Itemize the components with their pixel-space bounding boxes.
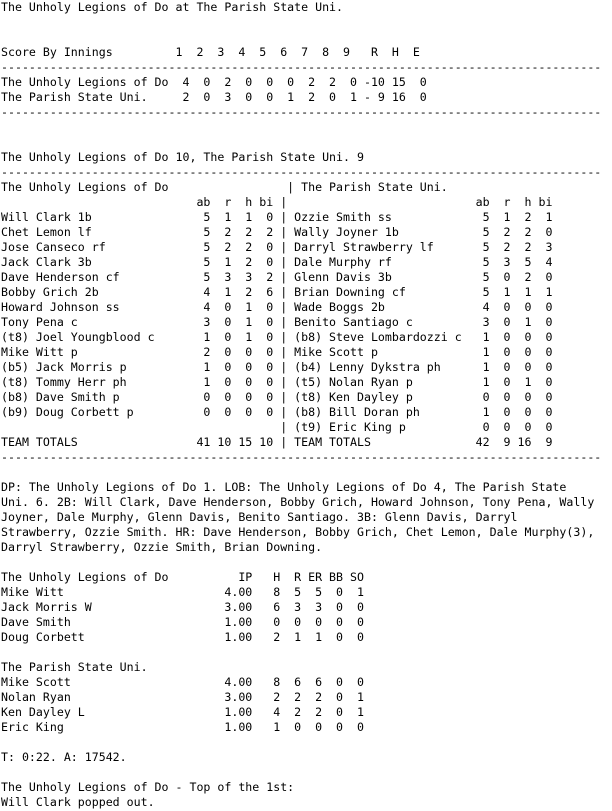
game-notes-line: Strawberry, Ozzie Smith. HR: Dave Henderson, Bobby Grich, Chet Lemon, Dale Murphy(3), [1, 525, 595, 539]
divider: -------------------------------------------------------------------------------------- [1, 450, 602, 464]
divider: -------------------------------------------------------------------------------------- [1, 105, 602, 119]
batting-row: Jack Clark 3b 5 1 2 0 | Dale Murphy rf 5 3 5 4 [1, 255, 553, 269]
batting-row: (b5) Jack Morris p 1 0 0 0 | (b4) Lenny Dykstra ph 1 0 0 0 [1, 360, 553, 374]
batting-row: Will Clark 1b 5 1 1 0 | Ozzie Smith ss 5 1 2 1 [1, 210, 553, 224]
batting-row: Bobby Grich 2b 4 1 2 6 | Brian Downing cf 5 1 1 1 [1, 285, 553, 299]
game-header: The Unholy Legions of Do at The Parish State Uni. [1, 0, 344, 14]
innings-row-home: The Parish State Uni. 2 0 3 0 0 1 2 0 1 - 9 16 0 [1, 90, 427, 104]
batting-row: (b9) Doug Corbett p 0 0 0 0 | (b8) Bill Doran ph 1 0 0 0 [1, 405, 553, 419]
pitching-row: Ken Dayley L 1.00 4 2 2 0 1 [1, 705, 364, 719]
divider: -------------------------------------------------------------------------------------- [1, 165, 602, 179]
pitching-row: Eric King 1.00 1 0 0 0 0 [1, 720, 364, 734]
batting-team-headers: The Unholy Legions of Do | The Parish State Uni. [1, 180, 448, 194]
pitching-row: Doug Corbett 1.00 2 1 1 0 0 [1, 630, 364, 644]
batting-row: Jose Canseco rf 5 2 2 0 | Darryl Strawberry lf 5 2 2 3 [1, 240, 553, 254]
innings-row-away: The Unholy Legions of Do 4 0 2 0 0 0 2 2 0 -10 15 0 [1, 75, 427, 89]
pitching-header-home: The Parish State Uni. [1, 660, 148, 674]
game-notes-line: Joyner, Dale Murphy, Glenn Davis, Benito Santiago. 3B: Glenn Davis, Darryl [1, 510, 518, 524]
batting-row: (t8) Tommy Herr ph 1 0 0 0 | (t5) Nolan Ryan p 1 0 1 0 [1, 375, 553, 389]
batting-row: (t8) Joel Youngblood c 1 0 1 0 | (b8) Steve Lombardozzi c 1 0 0 0 [1, 330, 553, 344]
batting-row: Tony Pena c 3 0 1 0 | Benito Santiago c 3 0 1 0 [1, 315, 553, 329]
team-totals-row: TEAM TOTALS 41 10 15 10 | TEAM TOTALS 42 9 16 9 [1, 435, 553, 449]
innings-header: Score By Innings 1 2 3 4 5 6 7 8 9 R H E [1, 45, 420, 59]
batting-row: Chet Lemon lf 5 2 2 2 | Wally Joyner 1b 5 2 2 0 [1, 225, 553, 239]
game-notes-line: Uni. 6. 2B: Will Clark, Dave Henderson, Bobby Grich, Howard Johnson, Tony Pena, Wally [1, 495, 595, 509]
divider: -------------------------------------------------------------------------------------- [1, 60, 602, 74]
batting-row: Dave Henderson cf 5 3 3 2 | Glenn Davis 3b 5 0 2 0 [1, 270, 553, 284]
pitching-header-away: The Unholy Legions of Do IP H R ER BB SO [1, 570, 364, 584]
batting-row: Howard Johnson ss 4 0 1 0 | Wade Boggs 2b 4 0 0 0 [1, 300, 553, 314]
batting-row: (b8) Dave Smith p 0 0 0 0 | (t8) Ken Dayley p 0 0 0 0 [1, 390, 553, 404]
game-notes-line: Darryl Strawberry, Ozzie Smith, Brian Downing. [1, 540, 323, 554]
batting-column-headers: ab r h bi | ab r h bi [1, 195, 553, 209]
pitching-row: Mike Witt 4.00 8 5 5 0 1 [1, 585, 364, 599]
pitching-row: Dave Smith 1.00 0 0 0 0 0 [1, 615, 364, 629]
batting-row: Mike Witt p 2 0 0 0 | Mike Scott p 1 0 0 0 [1, 345, 553, 359]
game-notes-line: DP: The Unholy Legions of Do 1. LOB: The Unholy Legions of Do 4, The Parish State [1, 480, 567, 494]
play-by-play-heading: The Unholy Legions of Do - Top of the 1st: [1, 780, 295, 794]
pitching-row: Jack Morris W 3.00 6 3 3 0 0 [1, 600, 364, 614]
play-by-play-line: Will Clark popped out. [1, 795, 155, 809]
batting-row: | (t9) Eric King p 0 0 0 0 [1, 420, 553, 434]
final-score: The Unholy Legions of Do 10, The Parish State Uni. 9 [1, 150, 364, 164]
time-attendance: T: 0:22. A: 17542. [1, 750, 127, 764]
pitching-row: Nolan Ryan 3.00 2 2 2 0 1 [1, 690, 364, 704]
pitching-row: Mike Scott 4.00 8 6 6 0 0 [1, 675, 364, 689]
